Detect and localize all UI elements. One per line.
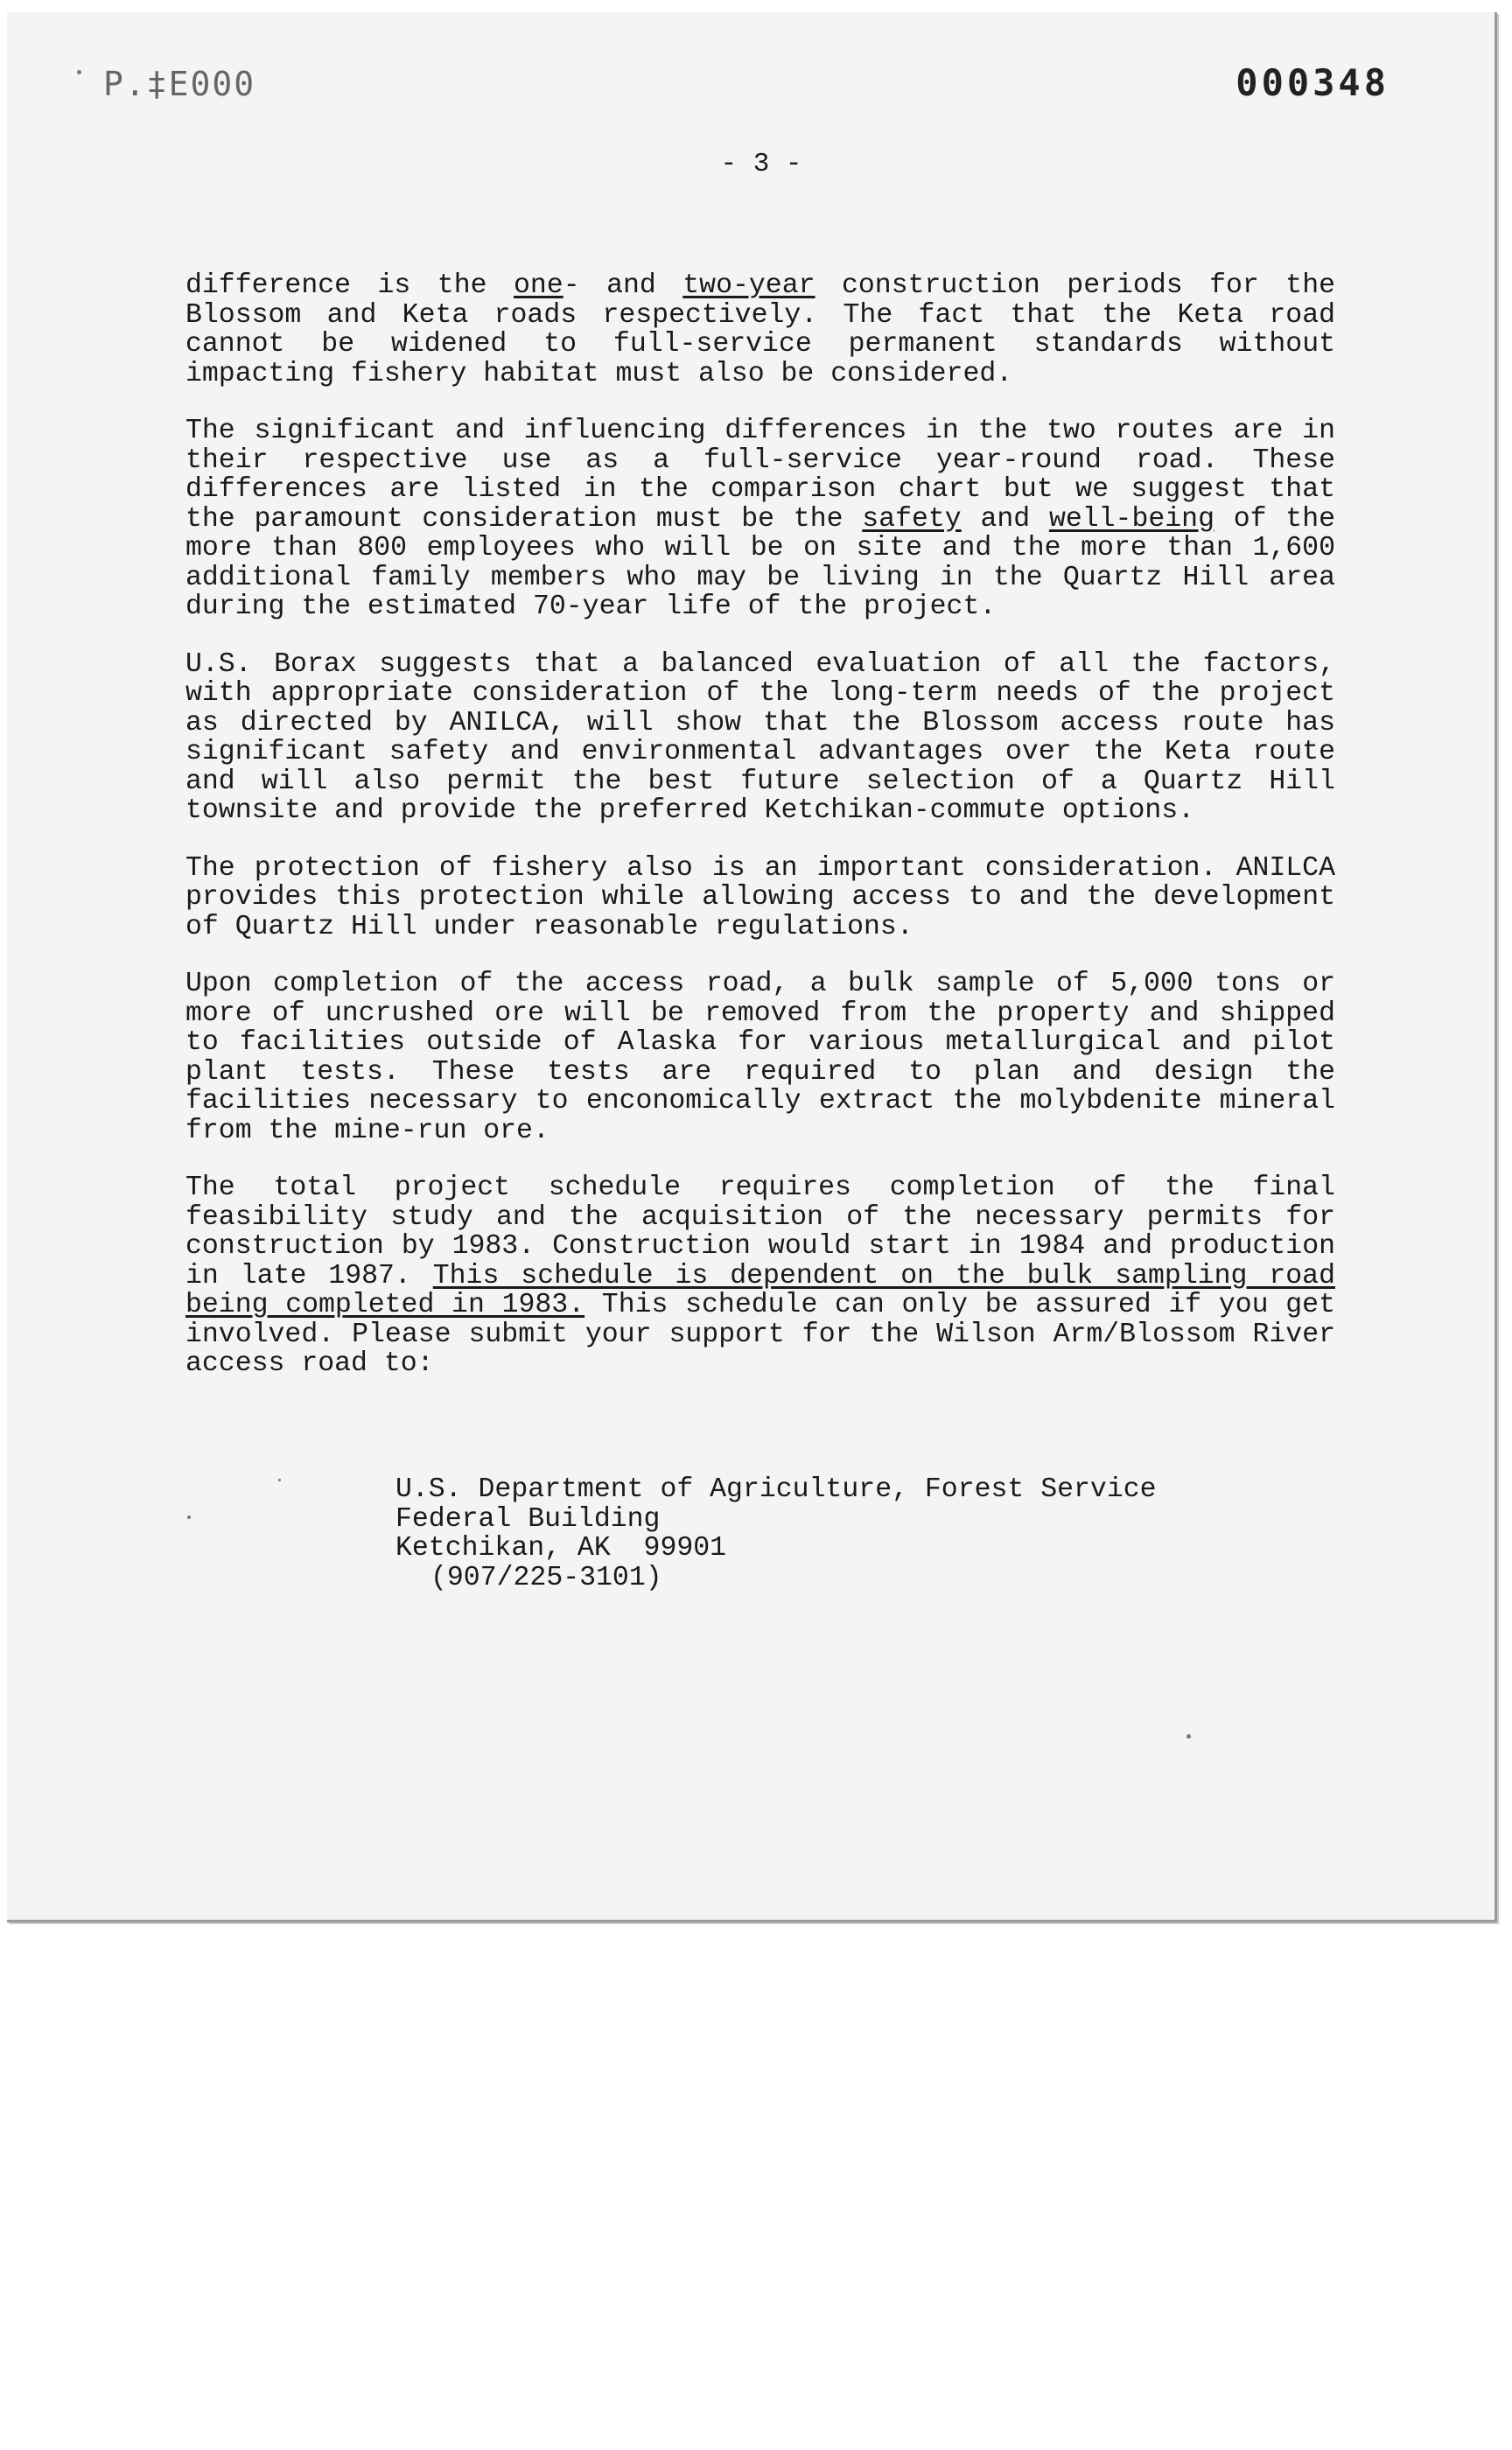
- paragraph-1: difference is the one- and two-year construction periods for the Blossom and Keta roads respectively. The fact that the Keta road cannot be widened to full-service permanent standards without impacting fishery habitat must also be considered.: [186, 270, 1335, 389]
- page-number: - 3 -: [720, 149, 802, 179]
- scan-speck: [187, 1516, 191, 1519]
- mailing-address: [396, 1475, 1157, 1592]
- address-line: Federal Building: [396, 1503, 661, 1535]
- paragraph-5: Upon completion of the access road, a bulk sample of 5,000 tons or more of uncrushed ore will be removed from the property and shipped to facilities outside of Alaska for various metallurgical and pilot plant tests. These tests are required to plan and design the facilities necessary to enconomically extract the molybdenite mineral from the mine-run ore.: [186, 969, 1335, 1146]
- underlined-text: This schedule is dependent on the bulk sampling road being completed in 1983.: [186, 1260, 1335, 1320]
- paragraph-2: The significant and influencing differences in the two routes are in their respective use as a full-service year-round road. These differences are listed in the comparison chart but we suggest that the paramount consideration must be the safety and well-being of the more than 800 employees who will be on site and the more than 1,600 additional family members who may be living in the Quartz Hill area during the estimated 70-year life of the project.: [186, 416, 1336, 622]
- scan-speck: [1186, 1734, 1191, 1739]
- letter-body: [186, 271, 1335, 1407]
- address-line: U.S. Department of Agriculture, Forest Service: [396, 1474, 1157, 1505]
- underlined-text: safety: [862, 503, 962, 535]
- phone-number: (907/225-3101): [430, 1562, 662, 1593]
- underlined-text: two-year: [682, 270, 816, 301]
- underlined-text: one: [513, 270, 564, 301]
- paragraph-4: The protection of fishery also is an important consideration. ANILCA provides this protection while allowing access to and the development of Quartz Hill under reasonable regulations.: [186, 852, 1335, 942]
- scan-speck: [278, 1479, 281, 1481]
- paragraph-6: The total project schedule requires completion of the final feasibility study and the acquisition of the necessary permits for construction by 1983. Construction would start in 1984 and production in late 1987. This schedule is dependent on the bulk sampling road being completed in 1983. This schedule can only be assured if you get involved. Please submit your support for the Wilson Arm/Blossom River access road to:: [186, 1172, 1335, 1379]
- document-number-stamp: 000348: [1236, 61, 1390, 104]
- address-line: Ketchikan, AK 99901: [396, 1533, 727, 1564]
- document-stamp-left: P.‡E000: [103, 65, 256, 103]
- scan-speck: [77, 70, 81, 74]
- paragraph-3: U.S. Borax suggests that a balanced evaluation of all the factors, with appropriate consideration of the long-term needs of the project as directed by ANILCA, will show that the Blossom access route has significant safety and environmental advantages over the Keta route and will also permit the best future selection of a Quartz Hill townsite and provide the preferred Ketchikan-commute options.: [186, 648, 1335, 826]
- underlined-text: well-being: [1048, 503, 1214, 535]
